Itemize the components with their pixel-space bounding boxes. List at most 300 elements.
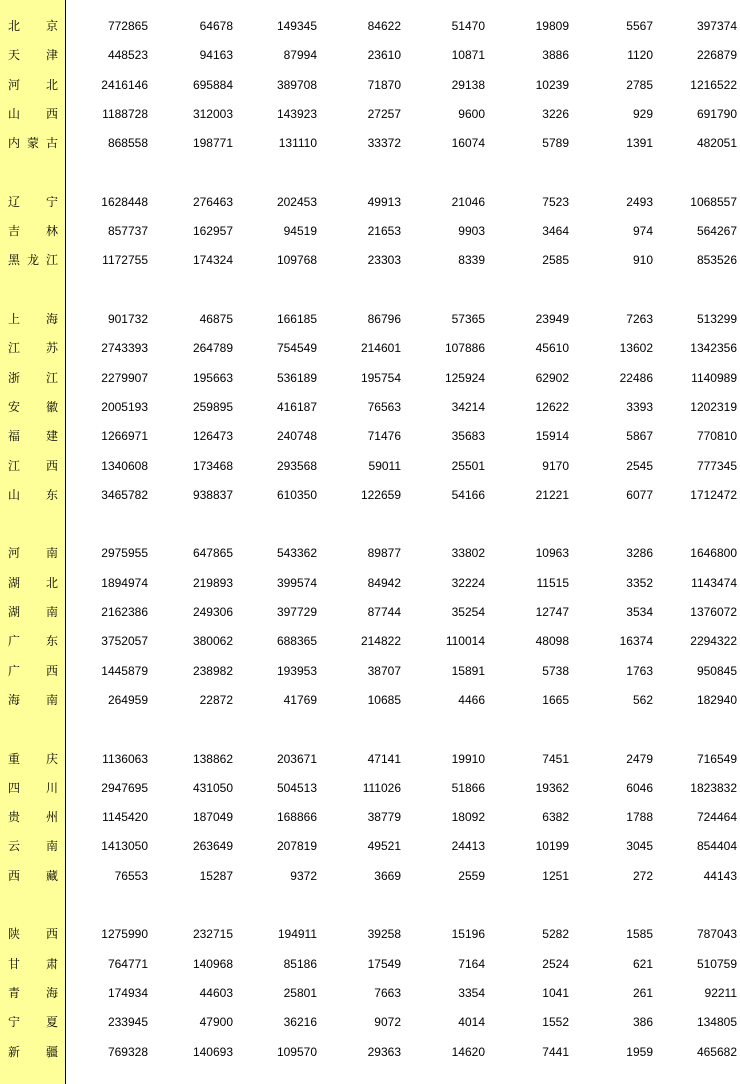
table-cell: 264789	[192, 341, 233, 356]
table-cell: 1342356	[690, 341, 737, 356]
region-char: 河	[7, 546, 20, 561]
table-cell: 5738	[542, 663, 569, 678]
table-row	[0, 686, 740, 715]
region-char: 东	[45, 487, 58, 502]
region-name	[0, 745, 66, 774]
region-char: 甘	[7, 956, 20, 971]
table-cell: 84622	[367, 19, 401, 33]
table-cell: 261	[632, 985, 653, 1000]
table-cell: 1585	[626, 927, 653, 942]
table-cell: 857737	[107, 224, 148, 239]
table-cell: 910	[632, 253, 653, 268]
table-cell: 15287	[199, 868, 233, 883]
table-cell: 76553	[114, 868, 148, 883]
table-row	[0, 217, 740, 246]
table-cell: 107886	[444, 341, 485, 356]
region-char: 苏	[45, 341, 58, 356]
table-cell: 214822	[360, 634, 401, 649]
table-cell: 2524	[542, 956, 569, 971]
table-cell: 5789	[542, 136, 569, 151]
table-cell: 5867	[626, 429, 653, 444]
table-cell: 3886	[542, 48, 569, 63]
table-cell: 87744	[367, 605, 401, 619]
table-cell: 1068557	[690, 194, 737, 209]
region-char: 安	[7, 399, 20, 414]
region-name	[0, 41, 66, 70]
table-cell: 51866	[451, 780, 485, 795]
region-char: 内	[7, 136, 20, 151]
table-cell: 510759	[696, 956, 737, 971]
table-row	[0, 569, 740, 598]
table-cell: 7451	[542, 751, 569, 766]
region-char: 南	[45, 605, 58, 619]
region-char: 吉	[7, 224, 20, 239]
table-row	[0, 598, 740, 627]
region-name	[0, 129, 66, 158]
table-cell: 23610	[367, 48, 401, 63]
region-char: 辽	[7, 194, 20, 209]
table-cell: 724464	[696, 810, 737, 825]
table-cell: 901732	[107, 312, 148, 326]
table-cell: 240748	[276, 429, 317, 444]
table-cell: 691790	[696, 106, 737, 121]
table-cell: 10871	[451, 48, 485, 63]
table-cell: 9600	[458, 106, 485, 121]
region-name	[0, 950, 66, 979]
table-cell: 416187	[276, 399, 317, 414]
region-char: 州	[45, 810, 58, 825]
table-cell: 2005193	[101, 399, 148, 414]
region-name	[0, 422, 66, 451]
table-cell: 47141	[367, 751, 401, 766]
table-cell: 1788	[626, 810, 653, 825]
table-cell: 27257	[367, 106, 401, 121]
region-char: 龙	[26, 253, 39, 268]
table-cell: 2545	[626, 458, 653, 473]
table-cell: 16074	[451, 136, 485, 151]
table-cell: 22872	[199, 692, 233, 707]
table-row	[0, 100, 740, 129]
table-row	[0, 745, 740, 774]
table-cell: 10685	[367, 692, 401, 707]
table-cell: 504513	[276, 780, 317, 795]
table-row	[0, 657, 740, 686]
region-char: 疆	[45, 1044, 58, 1059]
table-row	[0, 832, 740, 861]
region-name	[0, 217, 66, 246]
table-row	[0, 627, 740, 656]
table-cell: 12622	[535, 399, 569, 414]
table-cell: 3393	[626, 399, 653, 414]
table-cell: 2743393	[101, 341, 148, 356]
table-cell: 3226	[542, 106, 569, 121]
table-cell: 19809	[535, 19, 569, 33]
table-cell: 3045	[626, 839, 653, 854]
table-cell: 162957	[192, 224, 233, 239]
region-name	[0, 539, 66, 568]
table-cell: 688365	[276, 634, 317, 649]
region-name	[0, 862, 66, 891]
table-cell: 138862	[192, 751, 233, 766]
table-cell: 84942	[367, 575, 401, 590]
table-cell: 2975955	[101, 546, 148, 561]
table-cell: 125924	[444, 370, 485, 385]
region-char: 云	[7, 839, 20, 854]
table-cell: 1340608	[101, 458, 148, 473]
table-cell: 51470	[451, 19, 485, 33]
table-cell: 399574	[276, 575, 317, 590]
table-cell: 9170	[542, 458, 569, 473]
table-cell: 44143	[703, 868, 737, 883]
table-cell: 380062	[192, 634, 233, 649]
table-cell: 134805	[696, 1015, 737, 1030]
region-char: 浙	[7, 370, 20, 385]
table-cell: 465682	[696, 1044, 737, 1059]
table-cell: 1120	[627, 48, 653, 63]
table-cell: 232715	[192, 927, 233, 942]
region-char: 天	[7, 48, 20, 63]
table-cell: 1143474	[691, 575, 737, 590]
region-name	[0, 1038, 66, 1067]
region-name	[0, 627, 66, 656]
region-char: 津	[45, 48, 58, 63]
table-cell: 1041	[542, 985, 569, 1000]
table-cell: 29138	[451, 77, 485, 92]
region-name	[0, 364, 66, 393]
region-char: 西	[45, 458, 58, 473]
region-name	[0, 481, 66, 510]
region-char: 江	[7, 341, 20, 356]
table-cell: 182940	[696, 692, 737, 707]
region-char: 川	[45, 780, 58, 795]
region-name	[0, 774, 66, 803]
table-cell: 621	[632, 956, 653, 971]
table-cell: 166185	[276, 312, 317, 326]
table-cell: 193953	[276, 663, 317, 678]
table-cell: 35254	[451, 605, 485, 619]
region-char: 新	[7, 1044, 20, 1059]
table-cell: 33372	[367, 136, 401, 151]
table-cell: 89877	[367, 546, 401, 561]
region-name	[0, 598, 66, 627]
table-cell: 45610	[535, 341, 569, 356]
region-char: 山	[7, 106, 20, 121]
table-cell: 10239	[535, 77, 569, 92]
table-cell: 109570	[276, 1044, 317, 1059]
table-cell: 18092	[451, 810, 485, 825]
table-cell: 41769	[283, 692, 317, 707]
table-cell: 293568	[276, 458, 317, 473]
table-cell: 1202319	[690, 399, 737, 414]
table-row	[0, 452, 740, 481]
table-row	[0, 129, 740, 158]
region-char: 江	[45, 370, 58, 385]
table-row	[0, 950, 740, 979]
table-cell: 57365	[451, 312, 485, 326]
region-char: 四	[7, 780, 20, 795]
table-cell: 149345	[276, 19, 317, 33]
table-cell: 264959	[107, 692, 148, 707]
table-row	[0, 393, 740, 422]
table-cell: 1628448	[101, 194, 148, 209]
table-cell: 198771	[192, 136, 233, 151]
table-cell: 2479	[626, 751, 653, 766]
table-cell: 13602	[619, 341, 653, 356]
table-cell: 7663	[374, 985, 401, 1000]
table-cell: 777345	[696, 458, 737, 473]
table-cell: 3352	[626, 575, 653, 590]
table-cell: 695884	[192, 77, 233, 92]
table-cell: 263649	[192, 839, 233, 854]
region-char: 海	[45, 985, 58, 1000]
region-name	[0, 803, 66, 832]
table-cell: 94163	[199, 48, 233, 63]
region-name	[0, 686, 66, 715]
table-cell: 25501	[451, 458, 485, 473]
region-name	[0, 334, 66, 363]
table-cell: 853526	[696, 253, 737, 268]
table-cell: 4466	[458, 692, 485, 707]
region-char: 湖	[7, 575, 20, 590]
table-cell: 3752057	[101, 634, 148, 649]
table-cell: 868558	[107, 136, 148, 151]
table-cell: 2294322	[690, 634, 737, 649]
table-cell: 950845	[696, 663, 737, 678]
table-cell: 1894974	[101, 575, 148, 590]
table-cell: 754549	[276, 341, 317, 356]
table-cell: 7523	[542, 194, 569, 209]
table-cell: 1552	[542, 1015, 569, 1030]
region-char: 夏	[45, 1015, 58, 1030]
table-cell: 7441	[542, 1044, 569, 1059]
table-cell: 126473	[192, 429, 233, 444]
table-cell: 6382	[542, 810, 569, 825]
table-cell: 21221	[535, 487, 569, 502]
table-cell: 32224	[451, 575, 485, 590]
table-cell: 131110	[278, 136, 317, 151]
table-row	[0, 12, 740, 41]
table-row	[0, 334, 740, 363]
table-row	[0, 862, 740, 891]
table-cell: 59011	[368, 458, 401, 473]
table-cell: 2279907	[101, 370, 148, 385]
table-cell: 389708	[276, 77, 317, 92]
table-cell: 207819	[276, 839, 317, 854]
table-cell: 219893	[192, 575, 233, 590]
region-char: 庆	[45, 751, 58, 766]
table-cell: 1413050	[101, 839, 148, 854]
table-cell: 12747	[535, 605, 569, 619]
region-char: 建	[45, 429, 58, 444]
region-char: 西	[45, 106, 58, 121]
region-char: 肃	[45, 956, 58, 971]
table-cell: 543362	[276, 546, 317, 561]
table-cell: 259895	[192, 399, 233, 414]
table-cell: 1445879	[101, 663, 148, 678]
table-cell: 2585	[542, 253, 569, 268]
table-cell: 764771	[107, 956, 148, 971]
table-cell: 272	[632, 868, 653, 883]
table-cell: 19910	[451, 751, 485, 766]
table-cell: 1145420	[102, 810, 148, 825]
table-cell: 110014	[445, 634, 485, 649]
region-name	[0, 188, 66, 217]
table-cell: 194911	[277, 927, 317, 942]
table-cell: 1266971	[101, 429, 148, 444]
region-char: 北	[7, 19, 20, 33]
region-char: 西	[45, 663, 58, 678]
table-row	[0, 71, 740, 100]
table-cell: 195663	[192, 370, 233, 385]
table-cell: 397729	[276, 605, 317, 619]
table-cell: 36216	[283, 1015, 317, 1030]
table-cell: 238982	[192, 663, 233, 678]
table-cell: 16374	[619, 634, 653, 649]
table-cell: 647865	[192, 546, 233, 561]
table-cell: 195754	[360, 370, 401, 385]
region-name	[0, 832, 66, 861]
table-cell: 7164	[458, 956, 485, 971]
region-name	[0, 246, 66, 275]
region-name	[0, 393, 66, 422]
table-row	[0, 979, 740, 1008]
table-cell: 14620	[451, 1044, 485, 1059]
table-cell: 85186	[283, 956, 317, 971]
region-char: 北	[45, 575, 58, 590]
table-cell: 92211	[704, 985, 737, 1000]
table-cell: 33802	[451, 546, 485, 561]
table-cell: 22486	[619, 370, 653, 385]
table-cell: 3669	[374, 868, 401, 883]
table-cell: 8339	[458, 253, 485, 268]
region-char: 藏	[45, 868, 58, 883]
table-cell: 203671	[276, 751, 317, 766]
table-cell: 46875	[199, 312, 233, 326]
table-cell: 938837	[192, 487, 233, 502]
table-cell: 233945	[107, 1015, 148, 1030]
table-row	[0, 41, 740, 70]
region-char: 蒙	[26, 136, 39, 151]
table-cell: 174934	[107, 985, 148, 1000]
table-cell: 6077	[626, 487, 653, 502]
table-cell: 3354	[458, 985, 485, 1000]
region-name	[0, 657, 66, 686]
table-cell: 2416146	[101, 77, 148, 92]
region-name	[0, 1008, 66, 1037]
region-char: 海	[7, 692, 20, 707]
region-char: 福	[7, 429, 20, 444]
table-cell: 3534	[626, 605, 653, 619]
table-cell: 610350	[276, 487, 317, 502]
region-char: 山	[7, 487, 20, 502]
region-char: 京	[45, 19, 58, 33]
table-cell: 38779	[367, 810, 401, 825]
table-row	[0, 305, 740, 334]
table-cell: 38707	[367, 663, 401, 678]
table-cell: 772865	[107, 19, 148, 33]
region-char: 南	[45, 546, 58, 561]
table-cell: 17549	[367, 956, 401, 971]
table-row	[0, 920, 740, 949]
region-char: 南	[45, 692, 58, 707]
region-name	[0, 920, 66, 949]
table-cell: 9903	[458, 224, 485, 239]
table-cell: 3464	[542, 224, 569, 239]
region-name	[0, 305, 66, 334]
table-cell: 3286	[626, 546, 653, 561]
table-cell: 87994	[283, 48, 317, 63]
table-cell: 1216522	[690, 77, 737, 92]
table-row	[0, 422, 740, 451]
table-row	[0, 246, 740, 275]
table-cell: 1959	[626, 1044, 653, 1059]
table-cell: 386	[632, 1015, 653, 1030]
table-cell: 1172755	[102, 253, 148, 268]
table-cell: 3465782	[101, 487, 148, 502]
table-row	[0, 188, 740, 217]
table-cell: 15196	[451, 927, 485, 942]
table-cell: 29363	[367, 1044, 401, 1059]
table-cell: 5567	[626, 19, 653, 33]
region-char: 贵	[7, 810, 20, 825]
table-cell: 1665	[542, 692, 569, 707]
table-cell: 1188728	[102, 106, 148, 121]
table-cell: 249306	[192, 605, 233, 619]
region-char: 徽	[45, 399, 58, 414]
table-cell: 1136063	[102, 751, 148, 766]
table-cell: 71870	[367, 77, 401, 92]
table-cell: 49913	[367, 194, 401, 209]
table-cell: 929	[632, 106, 653, 121]
table-cell: 23303	[367, 253, 401, 268]
table-cell: 6046	[626, 780, 653, 795]
table-cell: 54166	[451, 487, 485, 502]
region-char: 宁	[45, 194, 58, 209]
table-row	[0, 539, 740, 568]
table-cell: 482051	[696, 136, 737, 151]
table-cell: 854404	[696, 839, 737, 854]
table-cell: 397374	[696, 19, 737, 33]
table-cell: 7263	[626, 312, 653, 326]
table-cell: 140968	[192, 956, 233, 971]
table-cell: 10963	[535, 546, 569, 561]
table-cell: 562	[632, 692, 653, 707]
table-cell: 787043	[696, 927, 737, 942]
table-cell: 15914	[535, 429, 569, 444]
region-char: 海	[45, 312, 58, 326]
table-cell: 564267	[696, 224, 737, 239]
region-char: 上	[7, 312, 20, 326]
table-cell: 770810	[696, 429, 737, 444]
table-cell: 214601	[360, 341, 401, 356]
region-char: 黑	[7, 253, 20, 268]
table-cell: 21046	[451, 194, 485, 209]
region-name	[0, 569, 66, 598]
table-cell: 109768	[276, 253, 317, 268]
table-cell: 23949	[535, 312, 569, 326]
table-cell: 974	[632, 224, 653, 239]
table-cell: 448523	[107, 48, 148, 63]
table-row	[0, 1038, 740, 1067]
table-row	[0, 1008, 740, 1037]
region-name	[0, 452, 66, 481]
table-cell: 122659	[360, 487, 401, 502]
table-cell: 1391	[626, 136, 653, 151]
region-name	[0, 979, 66, 1008]
table-cell: 4014	[458, 1015, 485, 1030]
table-cell: 94519	[283, 224, 317, 239]
region-char: 湖	[7, 605, 20, 619]
